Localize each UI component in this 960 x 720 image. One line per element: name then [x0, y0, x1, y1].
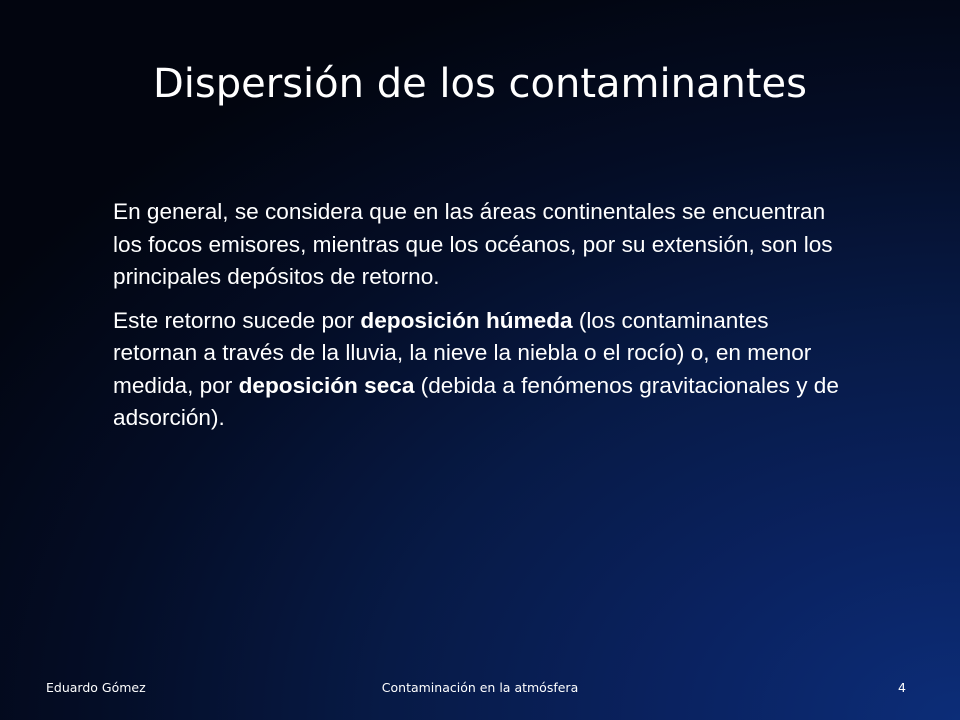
footer-page-number: 4	[898, 680, 906, 695]
body-paragraph-2	[113, 305, 858, 435]
paragraph-2-text-3: (debida a fenómenos gravitacionales y de adsorción).	[113, 372, 839, 430]
term-wet-deposition: deposición húmeda	[360, 307, 573, 333]
term-dry-deposition: deposición seca	[238, 372, 415, 398]
footer-topic: Contaminación en la atmósfera	[381, 680, 579, 695]
slide-title: Dispersión de los contaminantes	[153, 61, 807, 107]
paragraph-2-text-2: (los contaminantes retornan a través de la lluvia, la nieve la niebla o el rocío) o, en menor medida, por	[113, 307, 812, 398]
body-paragraph-1: En general, se considera que en las áreas continentales se encuentran los focos emisores, mientras que los océanos, por su extensión, son los principales depósitos de retorno.	[113, 199, 833, 289]
slide-body	[113, 196, 858, 446]
paragraph-2-text-1: Este retorno sucede por	[113, 307, 361, 333]
footer-author: Eduardo Gómez	[46, 680, 146, 695]
